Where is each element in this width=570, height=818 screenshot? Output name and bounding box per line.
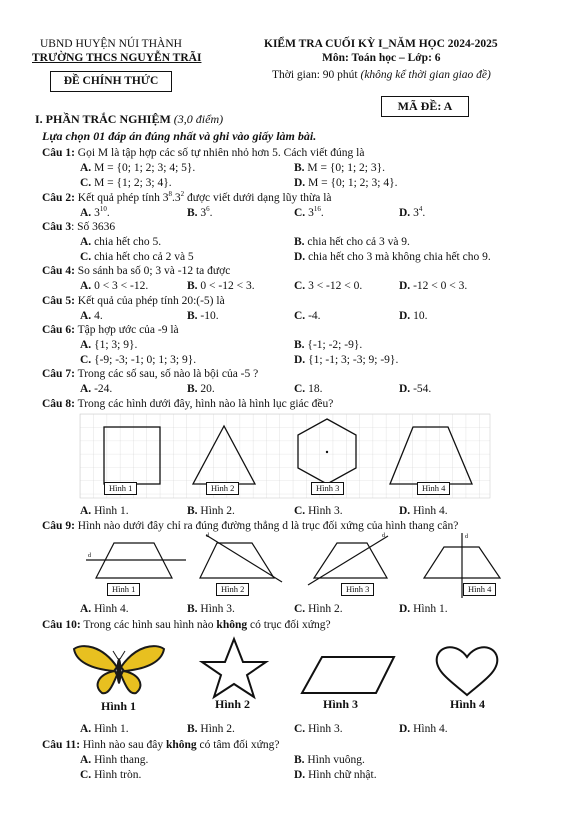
question-number: Câu 1: [42, 147, 75, 159]
q4-option-c: C. 3 < -12 < 0. [294, 280, 363, 292]
q6-option-d: D. {1; -1; 3; -3; 9; -9}. [294, 354, 399, 366]
q6-option-a: A. {1; 3; 9}. [80, 339, 138, 351]
q8-option-c: C. Hình 3. [294, 505, 343, 517]
q1-option-d: D. M = {0; 1; 2; 3; 4}. [294, 177, 398, 189]
q11-option-c: C. Hình tròn. [80, 769, 142, 781]
q10-figures [72, 637, 502, 699]
question-3: Câu 3: Số 3636 [42, 221, 116, 233]
exam-code-box: MÃ ĐỀ: A [381, 96, 469, 117]
q5-option-c: C. -4. [294, 310, 321, 322]
q10-heart-shape [437, 647, 498, 695]
official-exam-box: ĐỀ CHÍNH THỨC [50, 71, 172, 92]
q3-option-c: C. chia hết cho cả 2 và 5 [80, 251, 194, 263]
question-8: Câu 8: Trong các hình dưới đây, hình nào là hình lục giác đều? [42, 398, 334, 410]
q2-option-b: B. $3^6$. [187, 205, 213, 219]
q3-option-d: D. chia hết cho 3 mà không chia hết cho 9. [294, 251, 491, 263]
q6-option-b: B. {-1; -2; -9}. [294, 339, 363, 351]
q8-caption-1: Hình 1 [104, 482, 137, 495]
q9-caption-2: Hình 2 [216, 583, 249, 596]
q9-label-d-1: d [88, 553, 91, 559]
question-text: Gọi M là tập hợp các số tự nhiên nhỏ hơn 5. Cách viết đúng là [74, 147, 365, 159]
q10-star-shape [202, 639, 266, 697]
q2-option-d: D. $3^4$. [399, 205, 426, 219]
q10-caption-4: Hình 4 [450, 697, 486, 711]
q1-option-b: B. M = {0; 1; 2; 3}. [294, 162, 386, 174]
school-district: UBND HUYỆN NÚI THÀNH [40, 38, 182, 50]
exam-title: KIỂM TRA CUỐI KỲ I_NĂM HỌC 2024-2025 [264, 38, 498, 50]
question-9: Câu 9: Hình nào dưới đây chỉ ra đúng đường thẳng d là trục đối xứng của hình thang cân? [42, 520, 459, 532]
q4-option-d: D. -12 < 0 < 3. [399, 280, 468, 292]
q9-caption-4: Hình 4 [463, 583, 496, 596]
section-points: (3,0 điểm) [173, 112, 224, 126]
question-2: Câu 2: Kết quả phép tính $3^8.3^2$ được viết dưới dạng lũy thừa là [42, 190, 332, 204]
question-4: Câu 4: So sánh ba số 0; 3 và -12 ta được [42, 265, 231, 277]
q1-option-c: C. M = {1; 2; 3; 4}. [80, 177, 172, 189]
q9-caption-1: Hình 1 [107, 583, 140, 596]
q10-option-a: A. Hình 1. [80, 723, 129, 735]
q9-label-d-2: d [206, 533, 209, 539]
q9-option-a: A. Hình 4. [80, 603, 129, 615]
q8-caption-2: Hình 2 [206, 482, 239, 495]
q7-option-a: A. -24. [80, 383, 113, 395]
section-title [35, 112, 223, 126]
q11-option-a: A. Hình thang. [80, 754, 149, 766]
q4-option-b: B. 0 < -12 < 3. [187, 280, 255, 292]
q3-option-b: B. chia hết cho cả 3 và 9. [294, 236, 410, 248]
q9-figures [82, 533, 512, 598]
q7-option-d: D. -54. [399, 383, 432, 395]
exam-time-note: (không kể thời gian giao đề) [360, 69, 491, 81]
q10-butterfly-shape [74, 646, 164, 693]
q10-caption-2: Hình 2 [215, 697, 251, 711]
q9-option-c: C. Hình 2. [294, 603, 343, 615]
q8-option-a: A. Hình 1. [80, 505, 129, 517]
q8-caption-3: Hình 3 [311, 482, 344, 495]
q11-option-d: D. Hình chữ nhật. [294, 769, 377, 781]
school-name: TRƯỜNG THCS NGUYỄN TRÃI [32, 52, 202, 64]
question-10: Câu 10: Trong các hình sau hình nào không có trục đối xứng? [42, 619, 331, 631]
q9-option-b: B. Hình 3. [187, 603, 235, 615]
q10-parallelogram-shape [302, 657, 394, 693]
q10-caption-1: Hình 1 [101, 699, 137, 713]
q7-option-c: C. 18. [294, 383, 323, 395]
q3-option-a: A. chia hết cho 5. [80, 236, 162, 248]
q2-option-a: A. $3^{10}$. [80, 205, 110, 219]
q7-option-b: B. 20. [187, 383, 215, 395]
question-7: Câu 7: Trong các số sau, số nào là bội của -5 ? [42, 368, 259, 380]
section-title-text: I. PHẦN TRẮC NGHIỆM [35, 112, 171, 126]
q10-caption-3: Hình 3 [323, 697, 359, 711]
q5-option-d: D. 10. [399, 310, 428, 322]
q10-option-b: B. Hình 2. [187, 723, 235, 735]
q1-option-a: A. M = {0; 1; 2; 3; 4; 5}. [80, 162, 196, 174]
q9-trapezoid-3 [314, 543, 387, 578]
q10-option-c: C. Hình 3. [294, 723, 343, 735]
q8-caption-4: Hình 4 [417, 482, 450, 495]
exam-time [272, 69, 491, 83]
question-5: Câu 5: Kết quả của phép tính 20:(-5) là [42, 295, 225, 307]
question-6: Câu 6: Tập hợp ước của -9 là [42, 324, 179, 336]
q8-option-b: B. Hình 2. [187, 505, 235, 517]
q5-option-b: B. -10. [187, 310, 219, 322]
q11-option-b: B. Hình vuông. [294, 754, 365, 766]
question-1 [42, 147, 364, 161]
exam-subject: Môn: Toán học – Lớp: 6 [322, 52, 441, 64]
q5-option-a: A. 4. [80, 310, 103, 322]
q8-hexagon-center [326, 451, 328, 453]
exam-time-label: Thời gian: 90 phút [272, 69, 358, 81]
question-11: Câu 11: Hình nào sau đây không có tâm đối xứng? [42, 739, 280, 751]
q8-option-d: D. Hình 4. [399, 505, 448, 517]
q4-option-a: A. 0 < 3 < -12. [80, 280, 149, 292]
q9-option-d: D. Hình 1. [399, 603, 448, 615]
q9-label-d-3: d [382, 533, 385, 539]
q9-trapezoid-2 [200, 543, 274, 578]
q9-line-d-2 [206, 535, 282, 582]
section-instruction: Lựa chọn 01 đáp án đúng nhất và ghi vào giấy làm bài. [42, 129, 317, 143]
q6-option-c: C. {-9; -3; -1; 0; 1; 3; 9}. [80, 354, 197, 366]
q9-label-d-4: d [465, 534, 468, 540]
q10-option-d: D. Hình 4. [399, 723, 448, 735]
q2-option-c: C. $3^{16}$. [294, 205, 324, 219]
q9-caption-3: Hình 3 [341, 583, 374, 596]
